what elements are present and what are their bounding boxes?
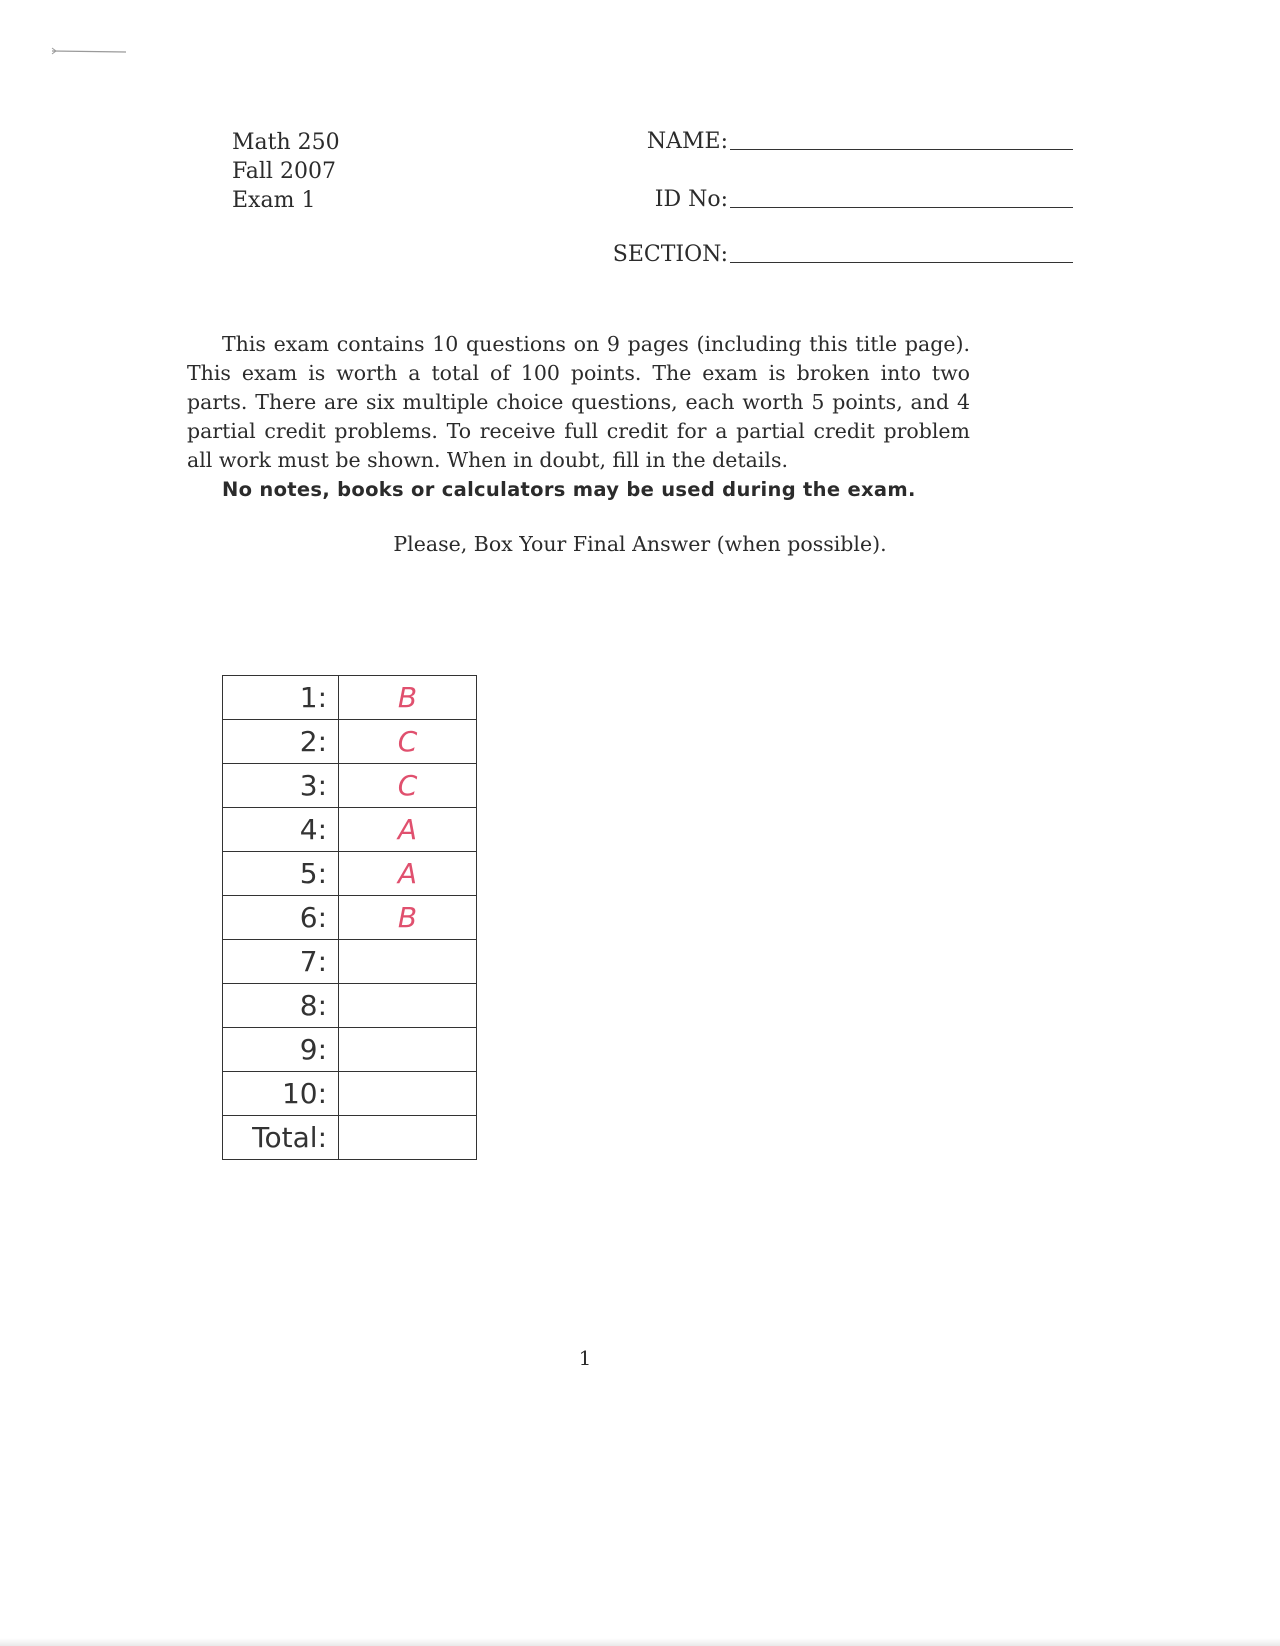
name-blank-line[interactable] <box>730 149 1073 150</box>
score-table-row <box>223 808 477 852</box>
score-table-row <box>223 1116 477 1160</box>
score-table-row <box>223 984 477 1028</box>
answer-cell[interactable] <box>339 1028 477 1072</box>
answer-cell[interactable] <box>339 984 477 1028</box>
question-number-cell: 4: <box>223 808 339 852</box>
question-number-cell: 10: <box>223 1072 339 1116</box>
score-table-row <box>223 764 477 808</box>
score-table <box>222 675 477 1160</box>
question-number-cell: 6: <box>223 896 339 940</box>
score-table-row <box>223 1028 477 1072</box>
name-field[interactable] <box>560 124 1073 154</box>
question-number-cell: 9: <box>223 1028 339 1072</box>
question-number-cell: Total: <box>223 1116 339 1160</box>
course-name: Math 250 <box>232 130 340 155</box>
question-number-cell: 5: <box>223 852 339 896</box>
score-table-row <box>223 1072 477 1116</box>
id-blank-line[interactable] <box>730 207 1073 208</box>
answer-cell[interactable]: C <box>339 720 477 764</box>
answer-cell[interactable]: C <box>339 764 477 808</box>
course-info <box>232 128 340 215</box>
answer-cell[interactable] <box>339 940 477 984</box>
score-table-row <box>223 940 477 984</box>
course-term: Fall 2007 <box>232 159 336 184</box>
question-number-cell: 7: <box>223 940 339 984</box>
instructions-paragraph: This exam contains 10 questions on 9 pages (including this title page). This exam is worth a total of 100 points. The exam is broken into two parts. There are six multiple choice questions, each worth 5 points, and 4 partial credit problems. To receive full credit for a partial credit problem all work must be shown. When in doubt, fill in the details. <box>187 332 970 472</box>
name-label: NAME: <box>646 129 728 154</box>
exam-label: Exam 1 <box>232 188 316 213</box>
instructions <box>187 330 970 504</box>
answer-cell[interactable]: B <box>339 676 477 720</box>
box-answer-note: Please, Box Your Final Answer (when possible). <box>393 532 887 556</box>
section-field[interactable] <box>560 237 1073 267</box>
question-number-cell: 3: <box>223 764 339 808</box>
id-label: ID No: <box>654 187 728 212</box>
answer-cell[interactable]: B <box>339 896 477 940</box>
question-number-cell: 1: <box>223 676 339 720</box>
answer-cell[interactable] <box>339 1072 477 1116</box>
section-blank-line[interactable] <box>730 262 1073 263</box>
score-table-row <box>223 676 477 720</box>
page-number: 1 <box>578 1346 592 1370</box>
staple-mark <box>50 46 130 56</box>
score-table-row <box>223 720 477 764</box>
score-table-row <box>223 896 477 940</box>
question-number-cell: 2: <box>223 720 339 764</box>
section-label: SECTION: <box>612 242 728 267</box>
page-bottom-edge <box>0 1638 1280 1646</box>
no-notes-rule: No notes, books or calculators may be used during the exam. <box>222 478 916 501</box>
score-table-row <box>223 852 477 896</box>
answer-cell[interactable]: A <box>339 808 477 852</box>
answer-cell[interactable]: A <box>339 852 477 896</box>
answer-cell[interactable] <box>339 1116 477 1160</box>
id-field[interactable] <box>560 182 1073 212</box>
question-number-cell: 8: <box>223 984 339 1028</box>
